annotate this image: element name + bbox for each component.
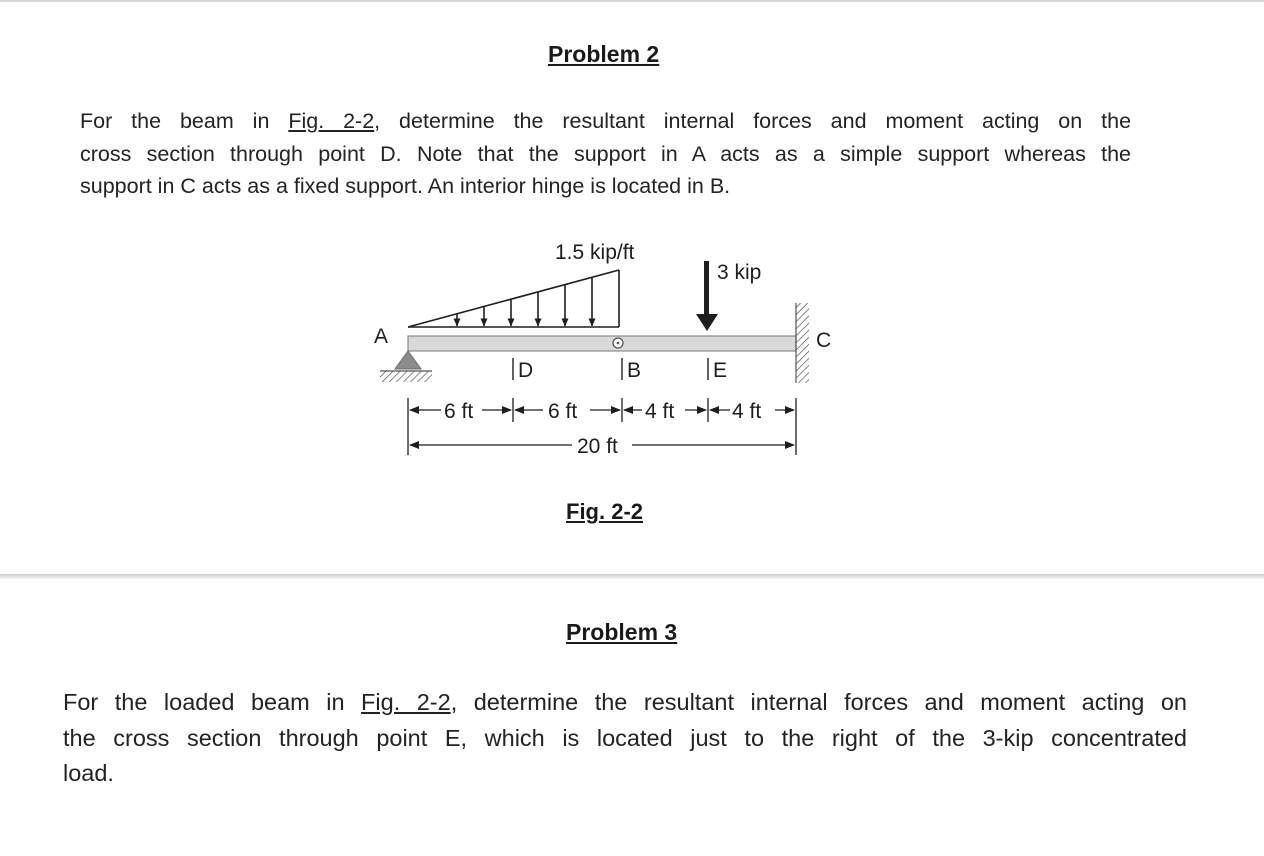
beam [408,336,796,351]
label-e: E [713,359,728,382]
dim-segment-3: 4 ft [645,400,675,423]
problem-3-heading: Problem 3 [566,619,678,645]
problem-3-line-3: load. [63,760,114,786]
dim-total: 20 ft [577,435,618,458]
problem-3-line-1-pre: For the loaded beam in [63,689,362,715]
problem-2-line-1-pre: For the beam in [80,109,289,133]
problem-2-line-1-post: , determine the resultant internal forces and moment acting on the [374,109,1132,133]
pin-support-a [380,351,432,382]
label-a: A [374,325,389,348]
load-intensity-label: 1.5 kip/ft [555,241,635,264]
problem-2-line-3: support in C acts as a fixed support. An interior hinge is located in B. [80,174,731,198]
point-load-label: 3 kip [717,261,762,284]
page-divider [0,574,1264,579]
label-c: C [816,329,832,352]
dim-segment-2: 6 ft [548,400,578,423]
figure-caption: Fig. 2-2 [566,499,644,524]
problem-2-heading: Problem 2 [548,41,660,67]
problem-2-line-2: cross section through point D. Note that the support in A acts as a simple support whereas the [80,141,1131,166]
problem-3-line-2: the cross section through point E, which is located just to the right of the 3-kip concentrated [63,724,1187,751]
dim-segment-4: 4 ft [732,400,762,423]
point-load-arrow [696,261,718,331]
dim-segment-1: 6 ft [444,400,474,423]
problem-3-line-1-post: , determine the resultant internal forces and moment acting on [450,689,1187,715]
distributed-load [408,270,619,327]
problem-3-fig-ref: Fig. 2-2 [361,689,451,715]
label-d: D [518,359,534,382]
problem-2-fig-ref: Fig. 2-2 [288,109,375,133]
problem-3-text [63,685,1187,792]
fixed-support-c [796,303,809,383]
label-b: B [627,359,642,382]
problem-3-line-1 [63,685,1187,721]
